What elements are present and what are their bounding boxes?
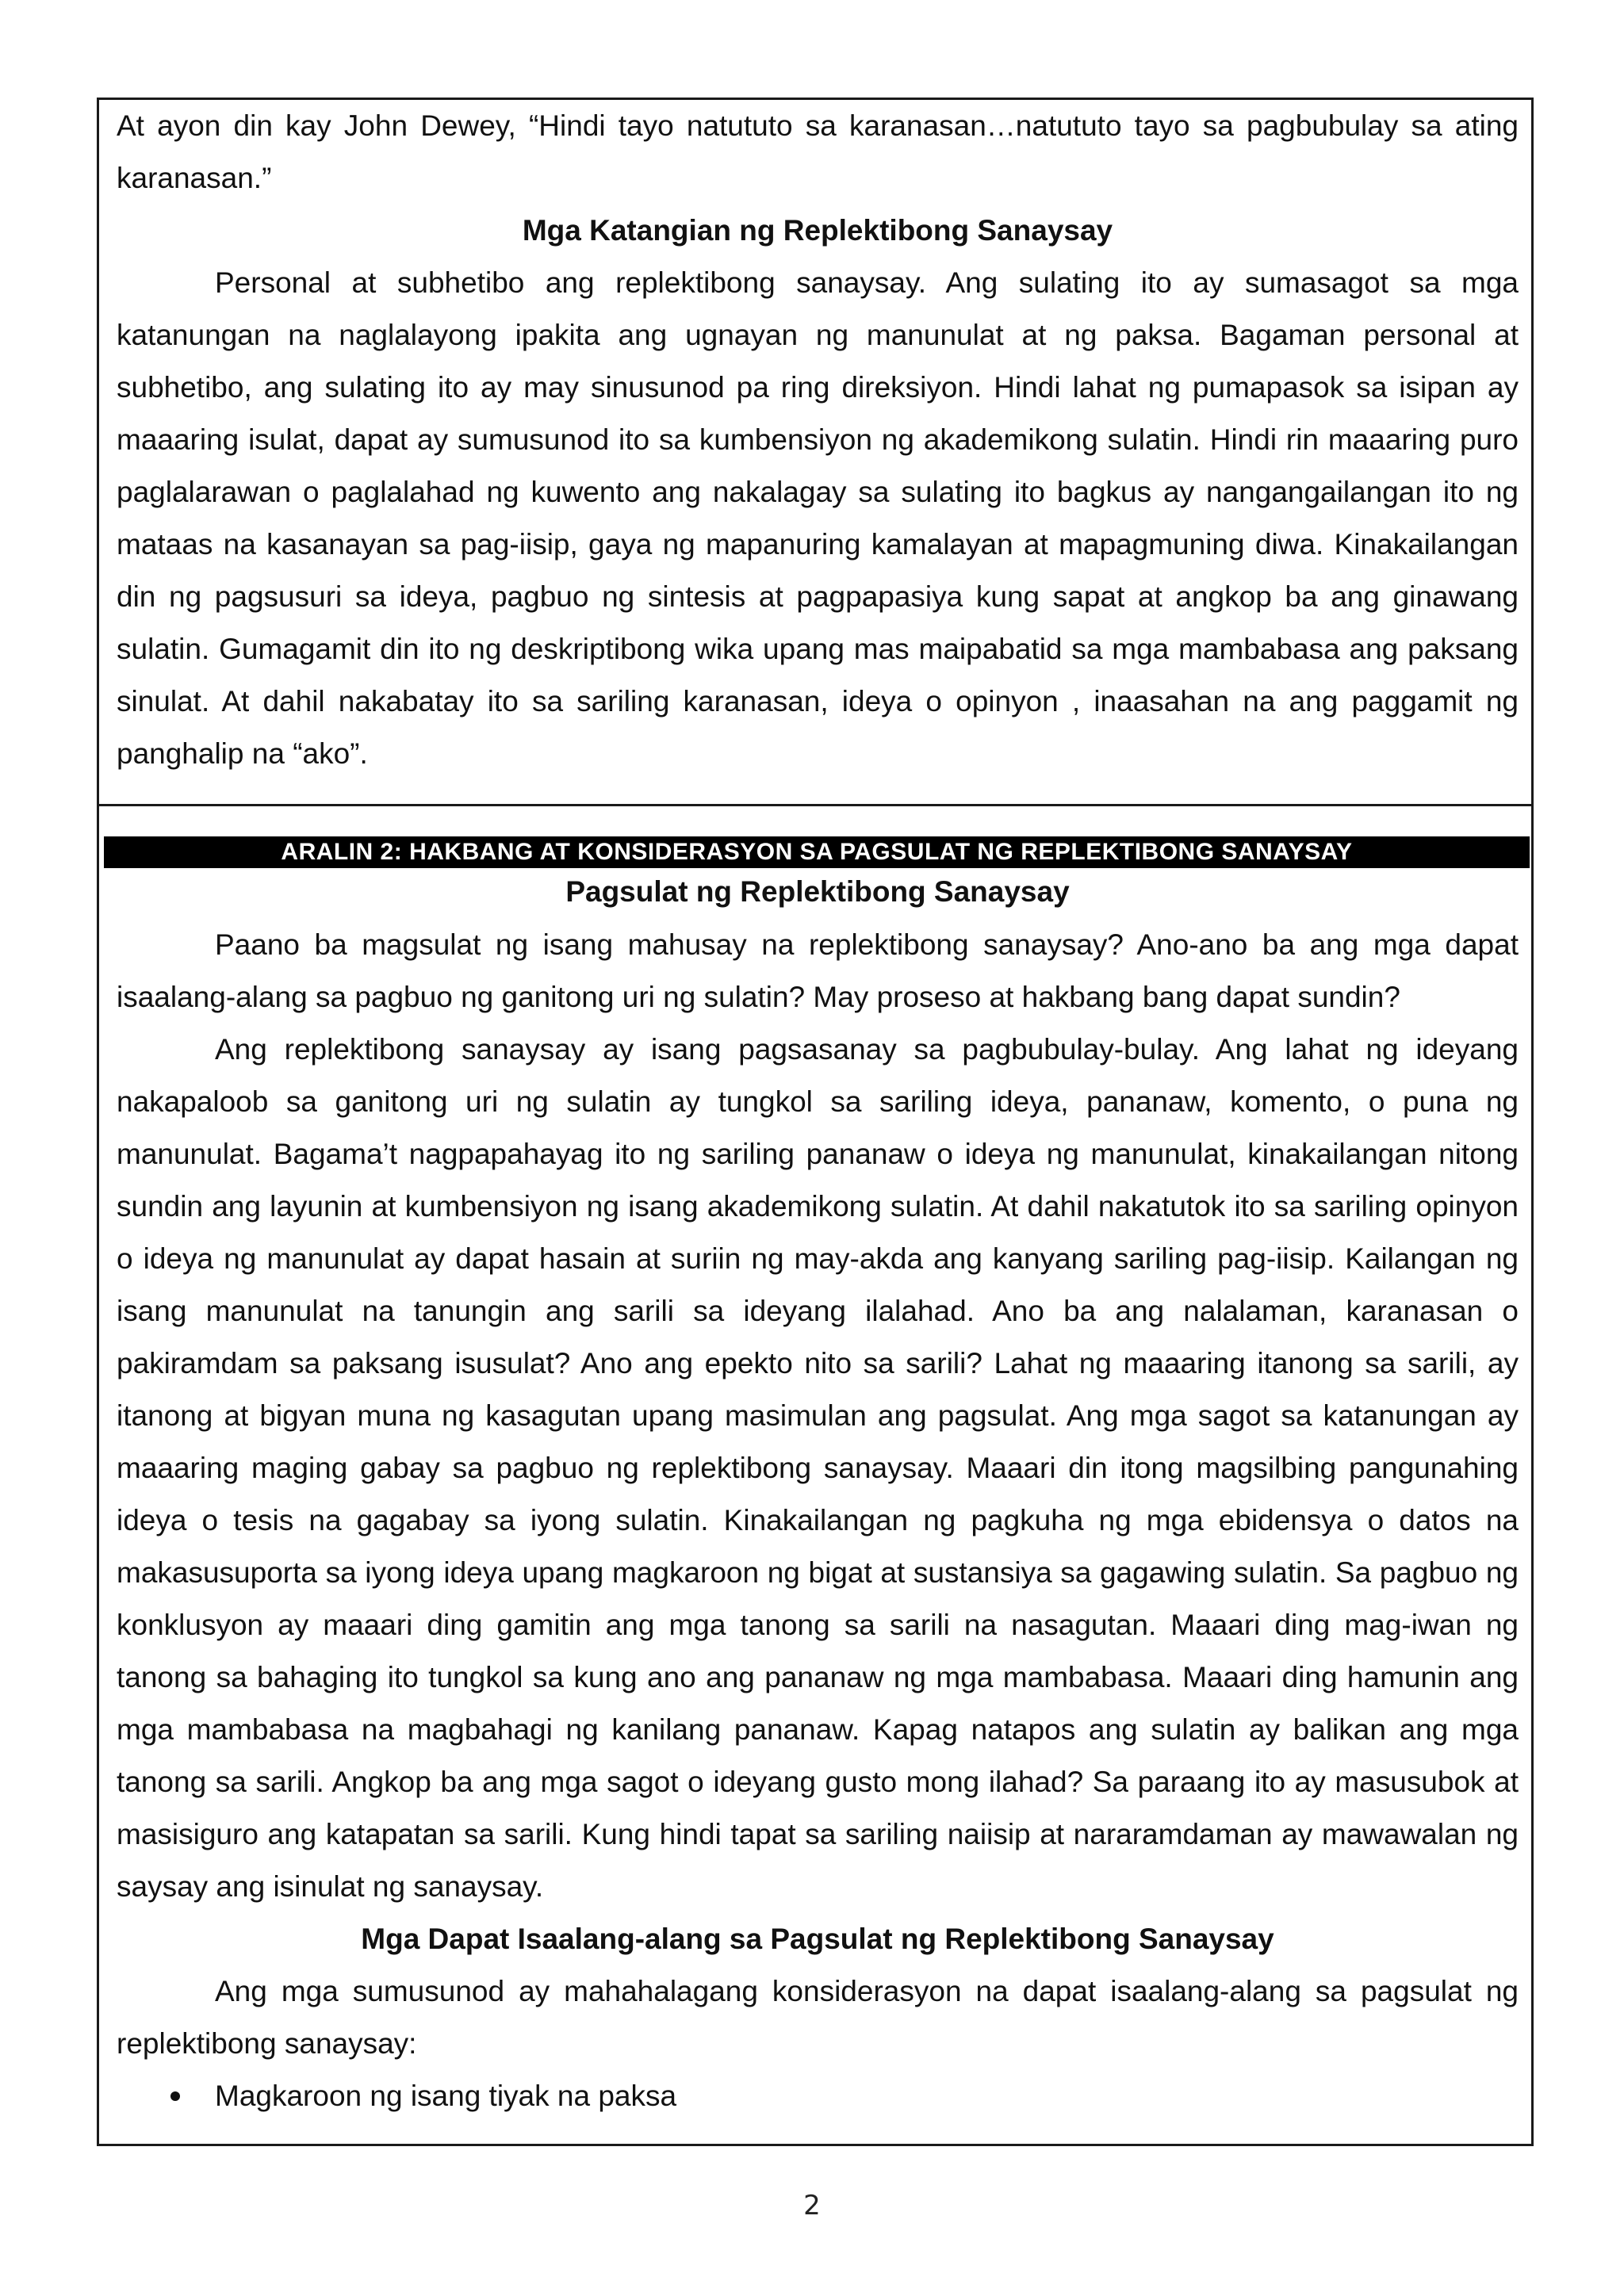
section-heading-isaalang-alang: Mga Dapat Isaalang-alang sa Pagsulat ng Replektibong Sanaysay bbox=[361, 1923, 1274, 1955]
konsiderasyon-paragraph: Ang mga sumusunod ay mahahalagang konsiderasyon na dapat isaalang-alang sa pagsulat ng replektibong sanaysay: bbox=[117, 1975, 1519, 2060]
content-box-top bbox=[97, 98, 1534, 806]
bullet-icon bbox=[170, 2091, 180, 2101]
lesson-banner: ARALIN 2: HAKBANG AT KONSIDERASYON SA PAGSULAT NG REPLEKTIBONG SANAYSAY bbox=[104, 836, 1530, 868]
section-heading-katangian: Mga Katangian ng Replektibong Sanaysay bbox=[522, 214, 1113, 247]
list-item bbox=[117, 2070, 1519, 2122]
content-box-bottom bbox=[97, 806, 1534, 2146]
intro-paragraph: At ayon din kay John Dewey, “Hindi tayo natututo sa karanasan…natututo tayo sa pagbubulay sa ating karanasan.” bbox=[117, 109, 1519, 194]
page-number: 2 bbox=[803, 2190, 821, 2221]
pagsulat-paragraph-1: Paano ba magsulat ng isang mahusay na replektibong sanaysay? Ano-ano ba ang mga dapat isaalang-alang sa pagbuo ng ganitong uri ng sulatin? May proseso at hakbang bang dapat sundin? bbox=[117, 928, 1519, 1013]
konsiderasyon-list bbox=[117, 2070, 1519, 2122]
katangian-paragraph: Personal at subhetibo ang replektibong sanaysay. Ang sulating ito ay sumasagot sa mga katanungan na naglalayong ipakita ang ugnayan ng manunulat at ng paksa. Bagaman personal at subhetibo, ang sulating ito ay may sinusunod pa ring direksiyon. Hindi lahat ng pumapasok sa isipan ay maaaring isulat, dapat ay sumusunod ito sa kumbensiyon ng akademikong sulatin. Hindi rin maaaring puro paglalarawan o paglalahad ng kuwento ang nakalagay sa sulating ito bagkus ay nangangailangan ito ng mataas na kasanayan sa pag-iisip, gaya ng mapanuring kamalayan at mapagmuning diwa. Kinakailangan din ng pagsusuri sa ideya, pagbuo ng sintesis at pagpapasiya kung sapat at angkop ba ang ginawang sulatin. Gumagamit din ito ng deskriptibong wika upang mas maipabatid sa mga mambabasa ang paksang sinulat. At dahil nakabatay ito sa sariling karanasan, ideya o opinyon , inaasahan na ang paggamit ng panghalip na “ako”. bbox=[117, 266, 1519, 770]
list-item-text: Magkaroon ng isang tiyak na paksa bbox=[215, 2080, 677, 2112]
section-heading-pagsulat: Pagsulat ng Replektibong Sanaysay bbox=[565, 875, 1070, 908]
pagsulat-paragraph-2: Ang replektibong sanaysay ay isang pagsasanay sa pagbubulay-bulay. Ang lahat ng ideyang nakapaloob sa ganitong uri ng sulatin ay tungkol sa sariling ideya, pananaw, komento, o puna ng manunulat. Bagama’t nagpapahayag ito ng sariling pananaw o ideya ng manunulat, kinakailangan nitong sundin ang layunin at kumbensiyon ng isang akademikong sulatin. At dahil nakatutok ito sa sariling opinyon o ideya ng manunulat ay dapat hasain at suriin ng may-akda ang kanyang sariling pag-iisip. Kailangan ng isang manunulat na tanungin ang sarili sa ideyang ilalahad. Ano ba ang nalalaman, karanasan o pakiramdam sa paksang isusulat? Ano ang epekto nito sa sarili? Lahat ng maaaring itanong sa sarili, ay itanong at bigyan muna ng kasagutan upang masimulan ang pagsulat. Ang mga sagot sa katanungan ay maaaring maging gabay sa pagbuo ng replektibong sanaysay. Maaari din itong magsilbing pangunahing ideya o tesis na gagabay sa iyong sulatin. Kinakailangan ng pagkuha ng mga ebidensya o datos na makasusuporta sa iyong ideya upang magkaroon ng bigat at sustansiya sa gagawing sulatin. Sa pagbuo ng konklusyon ay maaari ding gamitin ang mga tanong sa sarili na nasagutan. Maaari ding mag-iwan ng tanong sa bahaging ito tungkol sa kung ano ang pananaw ng mga mambabasa. Maaari ding hamunin ang mga mambabasa na magbahagi ng kanilang pananaw. Kapag natapos ang sulatin ay balikan ang mga tanong sa sarili. Angkop ba ang mga sagot o ideyang gusto mong ilahad? Sa paraang ito ay masusubok at masisiguro ang katapatan sa sarili. Kung hindi tapat sa sariling naiisip at nararamdaman ay mawawalan ng saysay ang isinulat ng sanaysay. bbox=[117, 1033, 1519, 1903]
